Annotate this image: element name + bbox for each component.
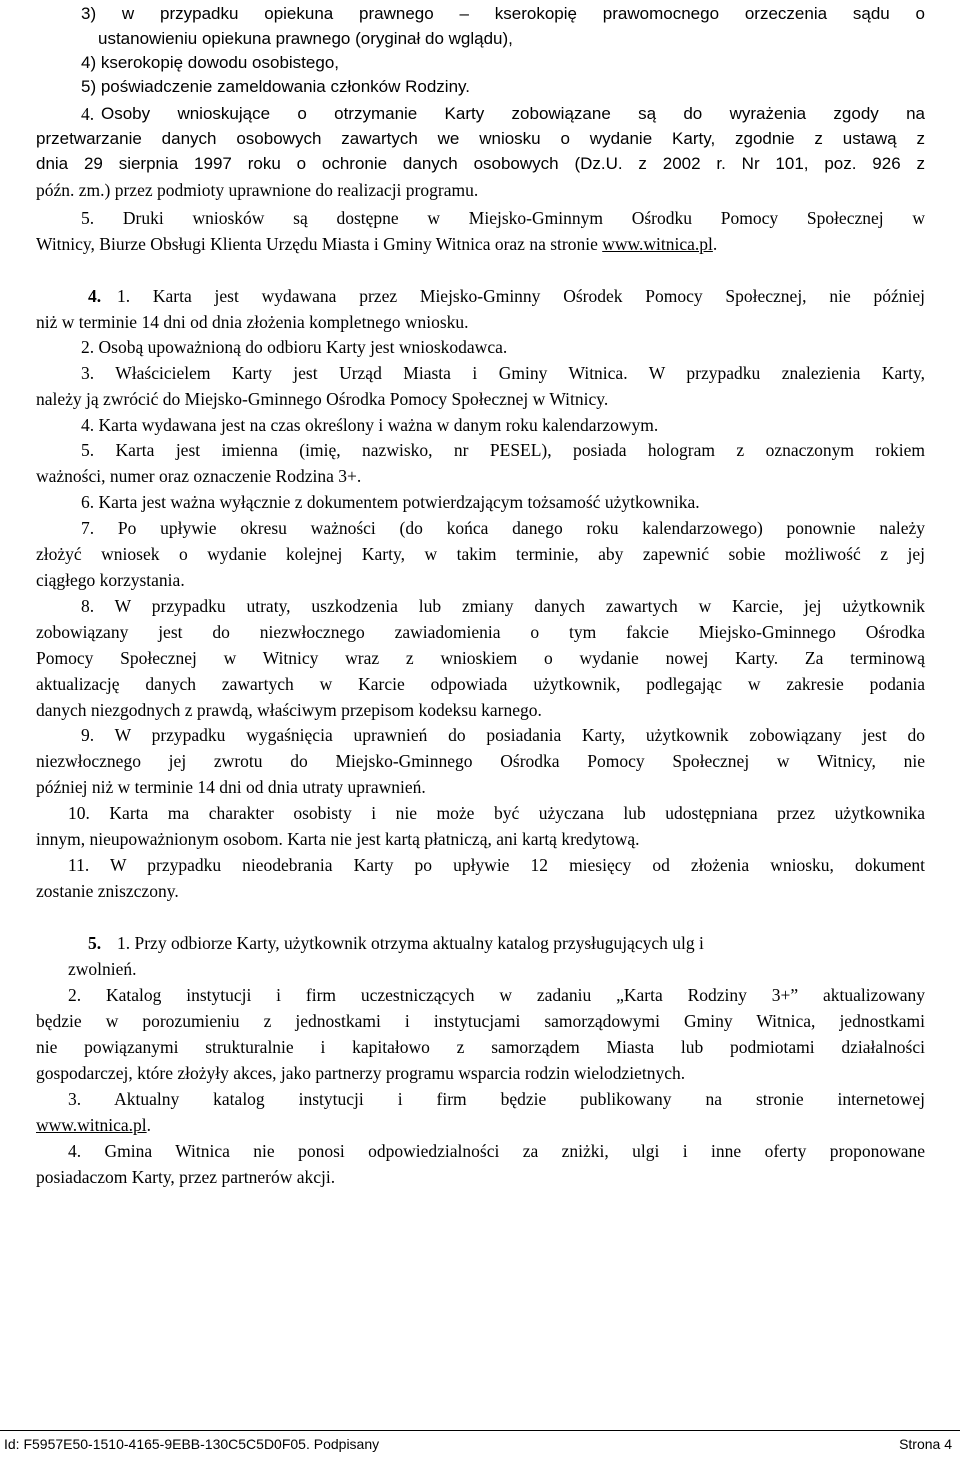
section-4-item-10: 10. Karta ma charakter osobisty i nie może być użyczana lub udostępniana przez użytkownika	[68, 803, 925, 823]
paragraph-4-line: przetwarzanie danych osobowych zawartych we wniosku o wydanie Karty, zgodnie z ustawą z	[36, 129, 925, 148]
section-4-item-11: 11. W przypadku nieodebrania Karty po upływie 12 miesięcy od złożenia wniosku, dokument	[68, 855, 925, 875]
section-4-item-9-cont: niezwłocznego jej zwrotu do Miejsko-Gminnego Ośrodka Pomocy Społecznej w Witnicy, nie	[36, 751, 925, 771]
section-5-item-3-cont: www.witnica.pl.	[36, 1115, 152, 1135]
section-5-item-2-cont: gospodarczej, które złożyły akces, jako partnerzy programu wsparcia rodzin wielodzietnych.	[36, 1063, 686, 1083]
list-item: 4) kserokopię dowodu osobistego,	[81, 53, 339, 72]
section-4-item-9-cont: później niż w terminie 14 dni od dnia utraty uprawnień.	[36, 777, 426, 797]
section-4-item-4: 4. Karta wydawana jest na czas określony i ważna w danym roku kalendarzowym.	[81, 415, 659, 435]
paragraph-5-line: 5. Druki wniosków są dostępne w Miejsko-Gminnym Ośrodku Pomocy Społecznej w	[81, 208, 925, 228]
section-4-item-5: 5. Karta jest imienna (imię, nazwisko, nr PESEL), posiada hologram z oznaczonym rokiem	[81, 440, 925, 460]
page-number: Strona 4	[899, 1436, 952, 1452]
section-4-item-6: 6. Karta jest ważna wyłącznie z dokumentem potwierdzającym tożsamość użytkownika.	[81, 492, 700, 512]
paragraph-4-line: dnia 29 sierpnia 1997 roku o ochronie danych osobowych (Dz.U. z 2002 r. Nr 101, poz. 926 z	[36, 154, 925, 173]
section-5-item-4-cont: posiadaczom Karty, przez partnerów akcji.	[36, 1167, 336, 1187]
section-4-item-8-cont: danych niezgodnych z prawdą, właściwym przepisom kodeksu karnego.	[36, 700, 542, 720]
section-4-item-10-cont: innym, nieupoważnionym osobom. Karta nie jest kartą płatniczą, ani kartą kredytową.	[36, 829, 640, 849]
section-4-item-9: 9. W przypadku wygaśnięcia uprawnień do posiadania Karty, użytkownik zobowiązany jest do	[81, 725, 925, 745]
section-5-item-1-cont: zwolnień.	[68, 959, 137, 979]
section-number: 4.	[88, 286, 102, 306]
section-5-item-2-cont: będzie w porozumieniu z jednostkami i instytucjami samorządowymi Gminy Witnica, jednostkami	[36, 1011, 925, 1031]
section-4-item-8-cont: zobowiązany jest do niezwłocznego zawiadomienia o tym fakcie Miejsko-Gminnego Ośrodka	[36, 622, 925, 642]
document-id: Id: F5957E50-1510-4165-9EBB-130C5C5D0F05. Podpisany	[4, 1436, 380, 1452]
section-5-item-4: 4. Gmina Witnica nie ponosi odpowiedzialności za zniżki, ulgi i inne oferty proponowane	[68, 1141, 925, 1161]
section-4-item-1-cont: niż w terminie 14 dni od dnia złożenia kompletnego wniosku.	[36, 312, 469, 332]
section-number: 5.	[88, 933, 102, 953]
paragraph-4-line: późn. zm.) przez podmioty uprawnione do realizacji programu.	[36, 180, 479, 200]
section-4-item-3: 3. Właścicielem Karty jest Urząd Miasta i Gminy Witnica. W przypadku znalezienia Karty,	[81, 363, 925, 383]
section-4-item-7-cont: ciągłego korzystania.	[36, 570, 185, 590]
section-5-item-2: 2. Katalog instytucji i firm uczestniczących w zadaniu „Karta Rodziny 3+” aktualizowany	[68, 985, 925, 1005]
section-4-item-8: 8. W przypadku utraty, uszkodzenia lub zmiany danych zawartych w Karcie, jej użytkownik	[81, 596, 925, 616]
paragraph-5-line: Witnicy, Biurze Obsługi Klienta Urzędu Miasta i Gminy Witnica oraz na stronie www.witnica.pl.	[36, 234, 718, 254]
section-4-item-8-cont: Pomocy Społecznej w Witnicy wraz z wnioskiem o wydanie nowej Karty. Za terminową	[36, 648, 925, 668]
section-5-item-1: 1. Przy odbiorze Karty, użytkownik otrzyma aktualny katalog przysługujących ulg i	[117, 933, 704, 953]
website-link[interactable]: www.witnica.pl	[602, 234, 713, 254]
section-5-item-2-cont: nie powiązanymi strukturalnie i kapitałowo z samorządem Miasta lub podmiotami działalności	[36, 1037, 925, 1057]
section-4-item-11-cont: zostanie zniszczony.	[36, 881, 179, 901]
website-link[interactable]: www.witnica.pl	[36, 1115, 147, 1135]
section-4-item-7: 7. Po upływie okresu ważności (do końca danego roku kalendarzowego) ponownie należy	[81, 518, 925, 538]
section-4-item-2: 2. Osobą upoważnioną do odbioru Karty jest wnioskodawca.	[81, 337, 508, 357]
section-4-item-3-cont: należy ją zwrócić do Miejsko-Gminnego Ośrodka Pomocy Społecznej w Witnicy.	[36, 389, 609, 409]
section-4-item-5-cont: ważności, numer oraz oznaczenie Rodzina 3+.	[36, 466, 362, 486]
list-item: 5) poświadczenie zameldowania członków Rodziny.	[81, 77, 470, 96]
section-5-item-3: 3. Aktualny katalog instytucji i firm będzie publikowany na stronie internetowej	[68, 1089, 925, 1109]
section-4-item-1: 1. Karta jest wydawana przez Miejsko-Gminny Ośrodek Pomocy Społecznej, nie później	[117, 286, 925, 306]
section-4-item-8-cont: aktualizację danych zawartych w Karcie odpowiada użytkownik, podlegając w zakresie podania	[36, 674, 925, 694]
list-item-continuation: ustanowieniu opiekuna prawnego (oryginał do wglądu),	[98, 29, 513, 48]
section-4-item-7-cont: złożyć wniosek o wydanie kolejnej Karty, w takim terminie, aby zapewnić sobie możliwość z jej	[36, 544, 925, 564]
paragraph-number: 4.	[81, 104, 95, 124]
footer-divider	[0, 1430, 960, 1431]
list-item: 3) w przypadku opiekuna prawnego – kserokopię prawomocnego orzeczenia sądu o	[81, 4, 925, 23]
